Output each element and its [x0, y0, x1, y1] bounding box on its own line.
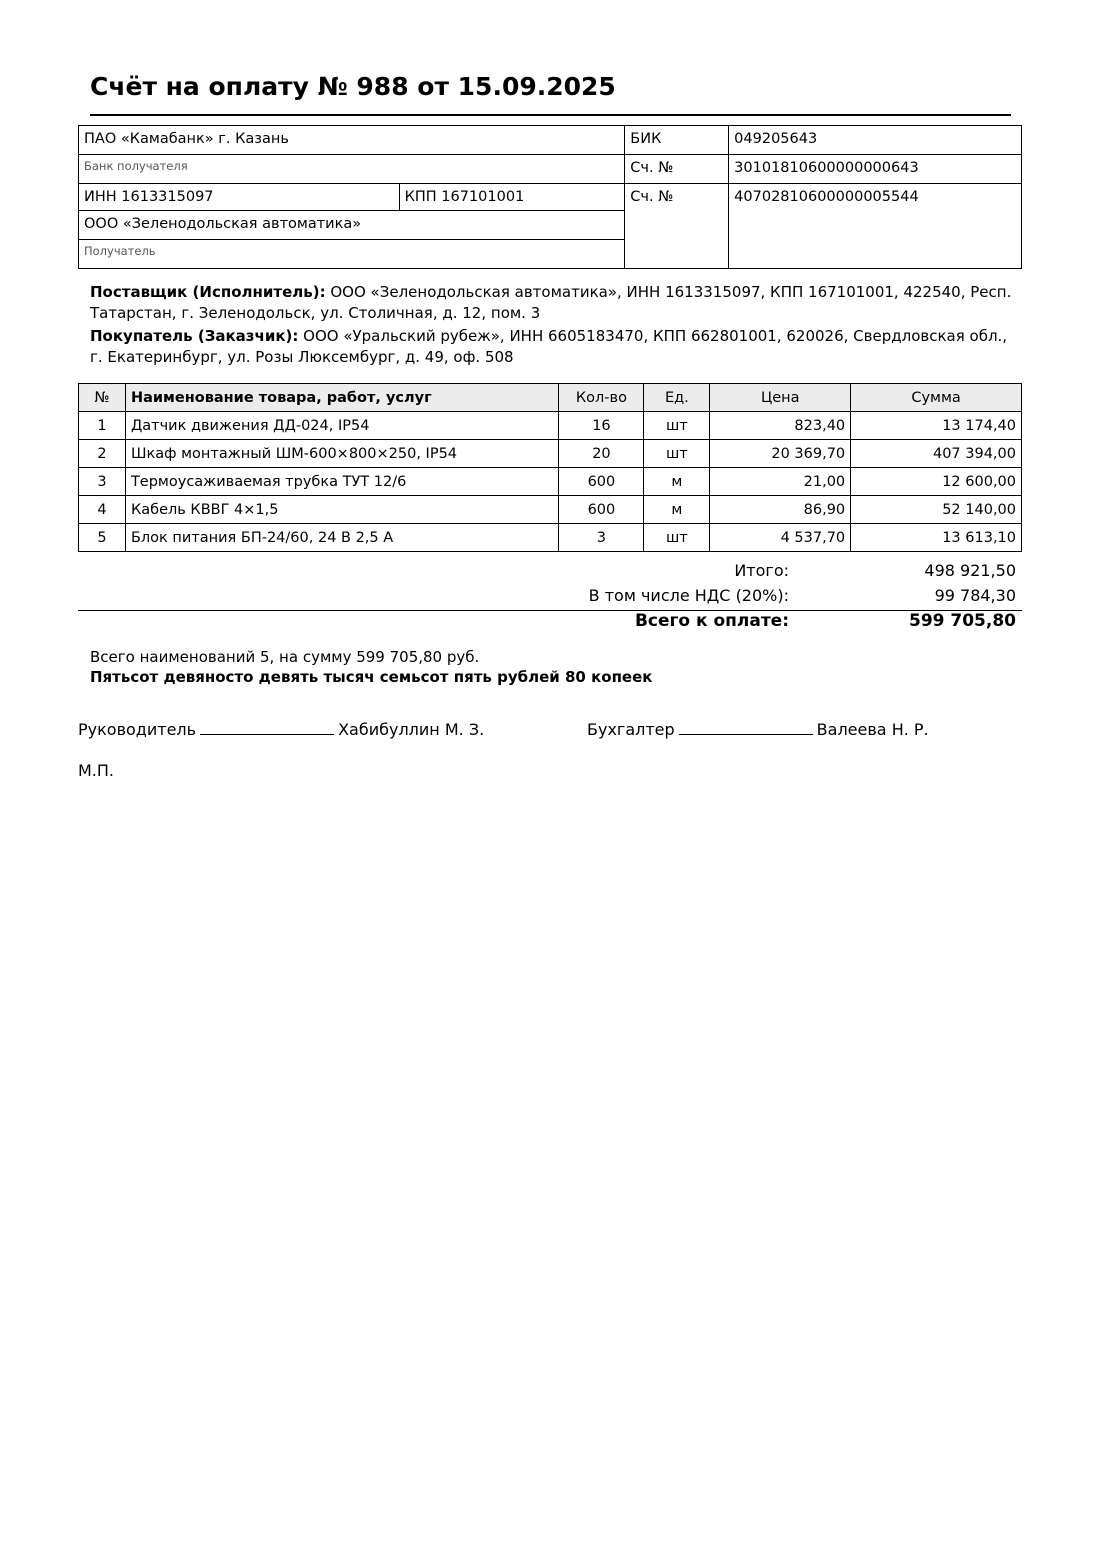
- row-num: 3: [79, 468, 126, 496]
- row-qty: 20: [559, 440, 644, 468]
- bik-label: БИК: [625, 126, 729, 155]
- bik-value: 049205643: [729, 126, 1022, 155]
- row-name: Термоусаживаемая трубка ТУТ 12/6: [125, 468, 559, 496]
- subtotal-row: [78, 561, 1022, 586]
- table-row: [79, 524, 1022, 552]
- row-price: 21,00: [710, 468, 851, 496]
- row-qty: 600: [559, 468, 644, 496]
- row-qty: 3: [559, 524, 644, 552]
- row-sum: 13 613,10: [851, 524, 1022, 552]
- row-price: 823,40: [710, 412, 851, 440]
- row-num: 5: [79, 524, 126, 552]
- row-price: 86,90: [710, 496, 851, 524]
- totals-block: [78, 561, 1022, 636]
- col-header-price: Цена: [710, 384, 851, 412]
- row-name: Датчик движения ДД-024, IP54: [125, 412, 559, 440]
- recipient-inn: ИНН 1613315097: [79, 184, 400, 211]
- parties-block: [90, 282, 1015, 370]
- supplier-label: Поставщик (Исполнитель):: [90, 283, 326, 301]
- col-header-name: Наименование товара, работ, услуг: [125, 384, 559, 412]
- supplier-text: ООО «Зеленодольская автоматика», ИНН 1613315097, КПП 167101001, 422540, Респ. Татарстан, г. Зеленодольск, ул. Столичная, д. 12, пом. 3: [90, 283, 1012, 322]
- table-row: [79, 468, 1022, 496]
- row-num: 2: [79, 440, 126, 468]
- accountant-name: Валеева Н. Р.: [816, 720, 929, 739]
- subtotal-value: 498 921,50: [924, 561, 1016, 580]
- row-name: Шкаф монтажный ШМ-600×800×250, IP54: [125, 440, 559, 468]
- row-sum: 12 600,00: [851, 468, 1022, 496]
- col-header-qty: Кол-во: [559, 384, 644, 412]
- director-name: Хабибуллин М. З.: [338, 720, 485, 739]
- director-signature-line: [200, 718, 334, 735]
- row-num: 1: [79, 412, 126, 440]
- bank-name: ПАО «Камабанк» г. Казань: [79, 126, 625, 155]
- col-header-num: №: [79, 384, 126, 412]
- row-qty: 600: [559, 496, 644, 524]
- total-label: Всего к оплате:: [634, 611, 789, 631]
- row-unit: шт: [644, 440, 710, 468]
- col-header-sum: Сумма: [851, 384, 1022, 412]
- row-sum: 13 174,40: [851, 412, 1022, 440]
- bank-details-table: [78, 125, 1022, 269]
- director-signature: [78, 718, 484, 739]
- row-name: Кабель КВВГ 4×1,5: [125, 496, 559, 524]
- summary-block: [90, 647, 652, 687]
- supplier-line: [90, 282, 1015, 323]
- row-qty: 16: [559, 412, 644, 440]
- buyer-label: Покупатель (Заказчик):: [90, 327, 299, 345]
- recipient-name: ООО «Зеленодольская автоматика»: [79, 211, 625, 240]
- row-price: 20 369,70: [710, 440, 851, 468]
- account-value: 40702810600000005544: [729, 184, 1022, 269]
- row-sum: 52 140,00: [851, 496, 1022, 524]
- row-unit: шт: [644, 412, 710, 440]
- table-row: [79, 496, 1022, 524]
- buyer-line: [90, 326, 1015, 367]
- vat-row: [78, 586, 1022, 611]
- total-row: [78, 611, 1022, 636]
- account-label: Сч. №: [625, 184, 729, 269]
- items-table: [78, 383, 1022, 552]
- vat-value: 99 784,30: [934, 586, 1016, 605]
- totals-divider: [78, 610, 1022, 611]
- col-header-unit: Ед.: [644, 384, 710, 412]
- accountant-signature: [587, 718, 929, 739]
- invoice-title: Счёт на оплату № 988 от 15.09.2025: [90, 72, 616, 101]
- row-num: 4: [79, 496, 126, 524]
- recipient-kpp: КПП 167101001: [399, 184, 625, 211]
- table-row: [79, 440, 1022, 468]
- total-value: 599 705,80: [908, 611, 1016, 631]
- accountant-signature-line: [679, 718, 813, 735]
- row-unit: м: [644, 496, 710, 524]
- table-row: [79, 412, 1022, 440]
- row-name: Блок питания БП-24/60, 24 В 2,5 А: [125, 524, 559, 552]
- stamp-place: М.П.: [78, 761, 115, 780]
- accountant-label: Бухгалтер: [587, 720, 675, 739]
- bank-caption: Банк получателя: [79, 155, 625, 184]
- corr-account-label: Сч. №: [625, 155, 729, 184]
- row-sum: 407 394,00: [851, 440, 1022, 468]
- recipient-caption: Получатель: [79, 240, 625, 269]
- vat-label: В том числе НДС (20%):: [588, 586, 789, 605]
- items-count-text: Всего наименований 5, на сумму 599 705,80 руб.: [90, 648, 480, 666]
- row-unit: м: [644, 468, 710, 496]
- buyer-text: ООО «Уральский рубеж», ИНН 6605183470, КПП 662801001, 620026, Свердловская обл., г. Екатеринбург, ул. Розы Люксембург, д. 49, оф. 508: [90, 327, 1008, 366]
- title-divider: [90, 114, 1011, 116]
- corr-account-value: 30101810600000000643: [729, 155, 1022, 184]
- row-unit: шт: [644, 524, 710, 552]
- director-label: Руководитель: [78, 720, 197, 739]
- row-price: 4 537,70: [710, 524, 851, 552]
- subtotal-label: Итого:: [734, 561, 789, 580]
- amount-in-words: Пятьсот девяносто девять тысяч семьсот пять рублей 80 копеек: [90, 668, 653, 686]
